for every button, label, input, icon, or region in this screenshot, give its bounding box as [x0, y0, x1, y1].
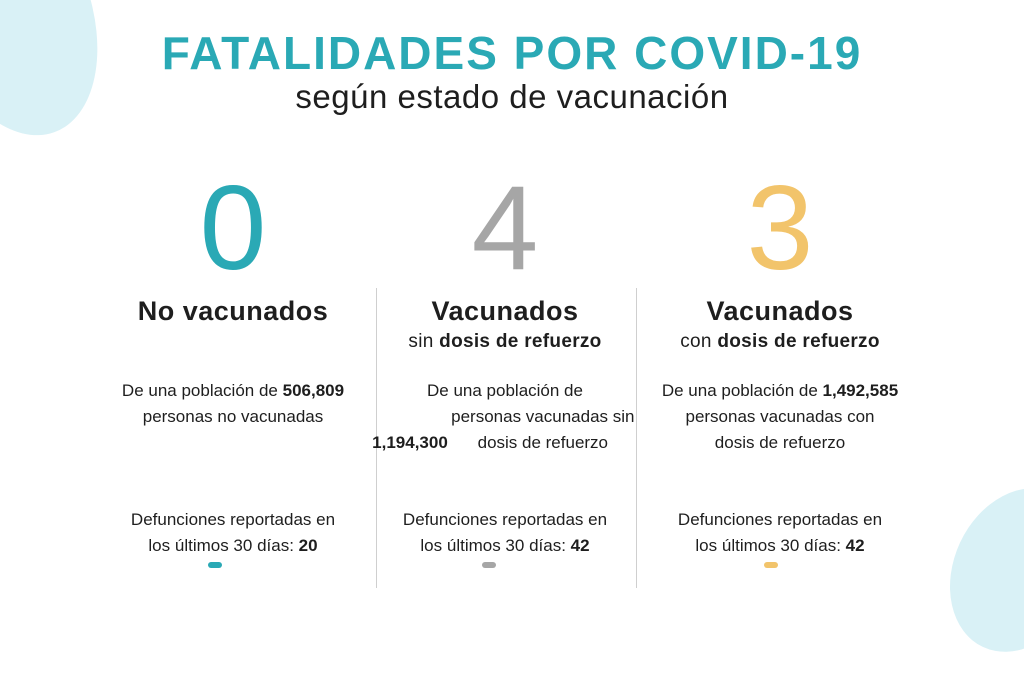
fatality-count: 0	[199, 161, 267, 295]
population-note: De una población de 1,492,585 personas vacunadas con dosis de refuerzo	[661, 381, 899, 452]
fatality-count: 4	[471, 161, 539, 295]
population-note: De una población de 1,194,300personas vacunadas sin dosis de refuerzo	[372, 381, 635, 452]
population-number: 1,492,585	[822, 381, 899, 400]
column-subheading: sin dosis de refuerzo	[408, 331, 602, 352]
column-heading: Vacunados	[431, 296, 579, 326]
column-heading: No vacunados	[137, 296, 329, 326]
deaths-number: 42	[570, 536, 590, 555]
column-subheading: con dosis de refuerzo	[680, 331, 880, 352]
deaths-number: 42	[845, 536, 865, 555]
deaths-note: Defunciones reportadas en los últimos 30 días: 42	[677, 510, 883, 555]
deaths-note: Defunciones reportadas en los últimos 30 días: 42	[402, 510, 608, 555]
page-subtitle: según estado de vacunación	[295, 78, 729, 115]
population-number: 506,809	[282, 381, 345, 400]
cropped-mark	[208, 562, 222, 568]
decorative-blob-bottom-right	[924, 465, 1024, 674]
deaths-number: 20	[298, 536, 318, 555]
deaths-note: Defunciones reportadas en los últimos 30 días: 20	[130, 510, 336, 555]
column-unvaccinated	[98, 161, 368, 327]
population-number: 1,194,300	[372, 433, 448, 452]
column-vaccinated-with-booster	[645, 161, 915, 353]
page-title: FATALIDADES POR COVID-19	[161, 27, 863, 79]
fatality-count: 3	[746, 161, 814, 295]
column-heading: Vacunados	[706, 296, 854, 326]
cropped-mark	[482, 562, 496, 568]
population-note: De una población de 506,809 personas no vacunadas	[121, 381, 345, 426]
cropped-mark	[764, 562, 778, 568]
column-vaccinated-no-booster	[370, 161, 640, 353]
